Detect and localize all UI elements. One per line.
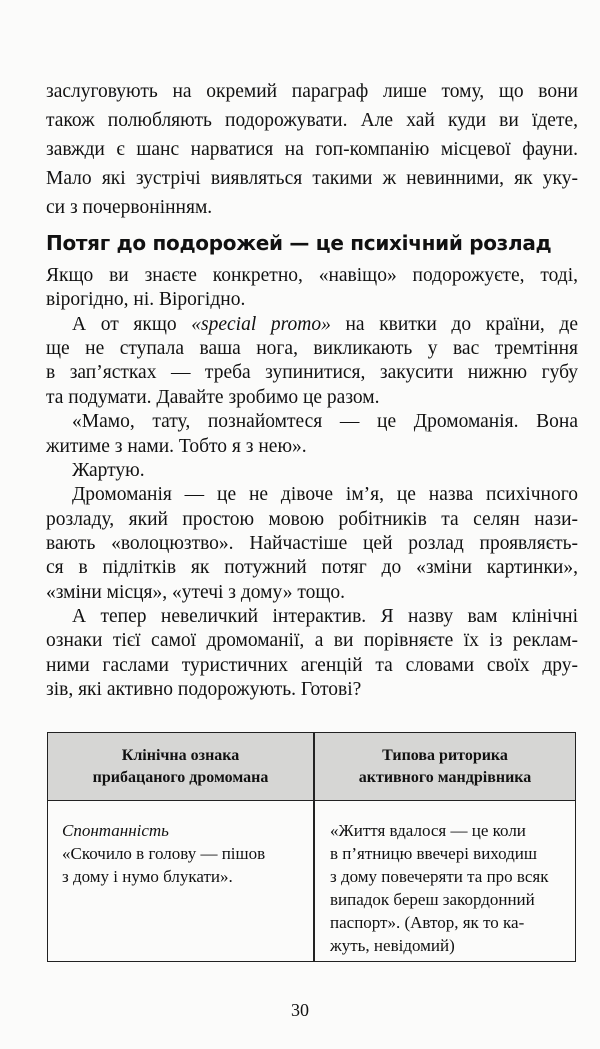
table-header-cell [48,745,313,789]
text-line: завжди є шанс нарватися на гоп-компанію місцевої фауни. [46,139,578,160]
section-heading: Потяг до подорожей — це психічний розлад [46,231,552,255]
text-line: Якщо ви знаєте конкретно, «навіщо» подорожуєте, тоді, [46,265,578,286]
text-line: заслуговують на окремий параграф лише тому, що вони [46,81,578,102]
cell-title-text: Спонтанність [62,821,169,840]
text-line: си з почервонінням. [46,197,213,218]
text-line: розладу, який простою мовою робітників та селян нази- [46,508,578,530]
table-header-cell [315,745,575,789]
text-line: вають «волоцюзтво». Найчастіше цей розлад проявляєть- [46,532,578,554]
text-line: «Мамо, тату, познайомтеся — це Дромоманія. Вона [72,411,578,433]
text-line: Дромоманія — це не дівоче ім’я, це назва психічного [72,484,578,506]
comparison-table [47,732,576,962]
cell-line: жуть, невідомий) [330,936,455,955]
header-line: Клінічна ознака [121,747,240,764]
text-line: ними гаслами туристичних агенцій та словами своїх дру- [46,654,578,676]
text-line: вірогідно, ні. Вірогідно. [46,289,246,311]
cell-line: паспорт». (Автор, як то ка- [330,913,525,932]
cell-line: в п’ятницю ввечері виходиш [330,844,537,863]
text-line: А тепер невеличкий інтерактив. Я назву вам клінічні [72,605,578,627]
header-line: Типова риторика [382,747,508,764]
text-line: Жартую. [72,459,145,481]
table-cell [330,819,548,957]
cell-line: з дому повечеряти та про всяк [330,867,549,886]
header-line: прибацаного дромомана [92,769,269,786]
text-line: ознаки тієї самої дромоманії, а ви порівняєте їх із реклам- [46,630,578,652]
cell-line: з дому і нумо блукати». [62,867,233,886]
text-line: ще не ступала ваша нога, викликають у вас тремтіння [46,338,578,360]
text-line: також полюбляють подорожувати. Але хай куди ви їдете, [46,110,578,131]
header-line: активного мандрівника [358,769,532,786]
text-line: «зміни місця», «утечі з дому» тощо. [46,581,346,603]
text-line: в зап’ястках — треба зупинитися, закусити нижню губу [46,362,578,384]
text-span: на квитки до країни, де [330,313,578,335]
text-line: житиме з нами. Тобто я з нею». [46,435,307,457]
text-line: ся в підлітків як потужний потяг до «зміни картинки», [46,557,578,579]
cell-line: «Скочило в голову — пішов [62,844,266,863]
cell-line: випадок береш закордонний [330,890,535,909]
italic-phrase: «special promo» [191,313,331,335]
text-span: А от якщо [72,313,192,335]
table-cell [62,819,265,888]
page-number: 30 [291,1000,309,1020]
cell-title [62,819,265,842]
text-line: та подумати. Давайте зробимо це разом. [46,386,380,408]
cell-line: «Життя вдалося — це коли [330,821,526,840]
text-line: Мало які зустрічі виявляться такими ж невинними, як уку- [46,168,578,189]
text-line: зів, які активно подорожують. Готові? [46,679,362,700]
